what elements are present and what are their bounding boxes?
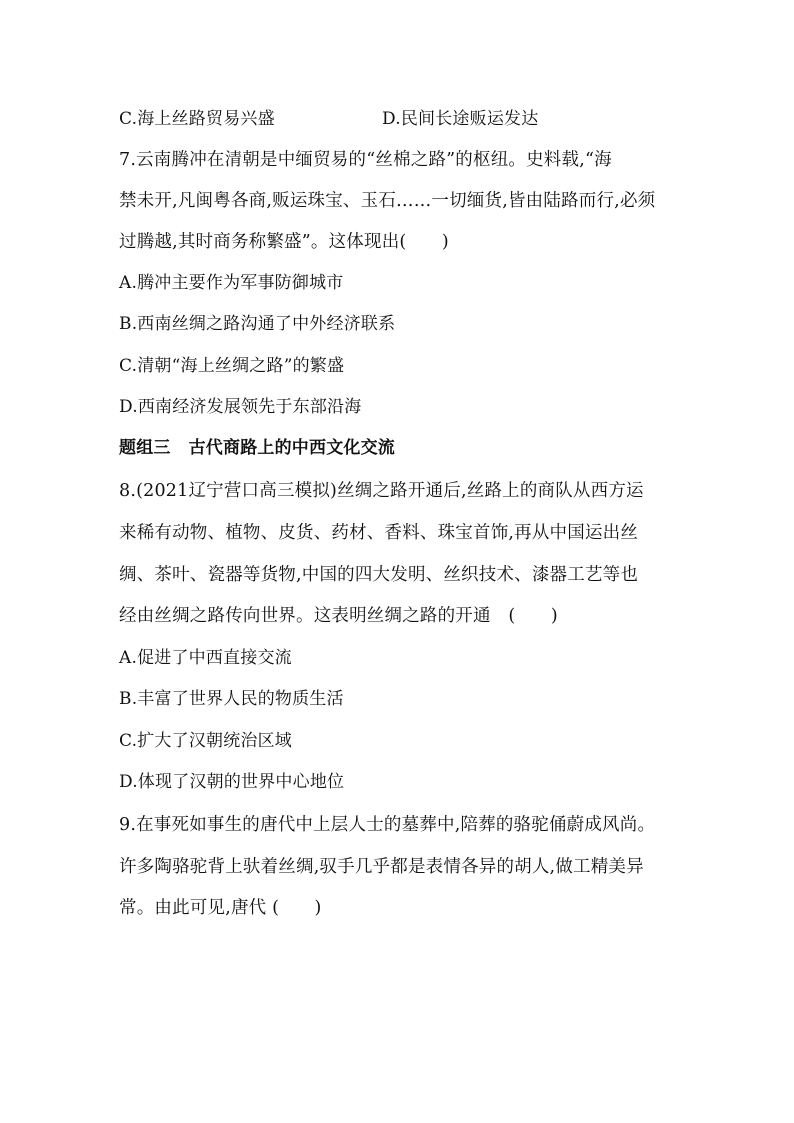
section-title: 古代商路上的中西文化交流 <box>188 438 396 458</box>
q8-option-b: B.丰富了世界人民的物质生活 <box>119 689 344 709</box>
q7-stem-line-2: 禁未开,凡闽粤各商,贩运珠宝、玉石……一切缅货,皆由陆路而行,必须 <box>119 191 656 211</box>
q8-stem-line-3: 绸、茶叶、瓷器等货物,中国的四大发明、丝织技术、漆器工艺等也 <box>119 565 639 585</box>
q6-options-row <box>119 108 539 130</box>
q9-stem-line-1: 9.在事死如事生的唐代中上层人士的墓葬中,陪葬的骆驼俑蔚成风尚。 <box>119 815 656 835</box>
q6-option-d: D.民间长途贩运发达 <box>382 109 539 129</box>
q8-option-a: A.促进了中西直接交流 <box>119 648 292 668</box>
q8-stem-line-1: 8.(2021辽宁营口高三模拟)丝绸之路开通后,丝路上的商队从西方运 <box>119 481 644 501</box>
q7-option-a: A.腾冲主要作为军事防御城市 <box>119 273 344 293</box>
q8-stem-line-2: 来稀有动物、植物、皮货、药材、香料、珠宝首饰,再从中国运出丝 <box>119 523 639 543</box>
q8-stem-line-4: 经由丝绸之路传向世界。这表明丝绸之路的开通 ( ) <box>119 606 558 626</box>
q6-option-c: C.海上丝路贸易兴盛 <box>119 109 275 129</box>
q7-stem-line-3: 过腾越,其时商务称繁盛”。这体现出( ) <box>119 232 449 252</box>
q9-stem-line-3: 常。由此可见,唐代 ( ) <box>119 898 322 918</box>
q8-option-d: D.体现了汉朝的世界中心地位 <box>119 772 345 792</box>
q7-option-d: D.西南经济发展领先于东部沿海 <box>119 397 362 417</box>
section-heading <box>119 437 395 459</box>
q7-option-c: C.清朝“海上丝绸之路”的繁盛 <box>119 356 345 376</box>
q9-stem-line-2: 许多陶骆驼背上驮着丝绸,驭手几乎都是表情各异的胡人,做工精美异 <box>119 857 644 877</box>
q7-option-b: B.西南丝绸之路沟通了中外经济联系 <box>119 314 396 334</box>
q7-stem-line-1: 7.云南腾冲在清朝是中缅贸易的“丝棉之路”的枢纽。史料载,“海 <box>119 150 612 170</box>
q8-option-c: C.扩大了汉朝统治区域 <box>119 731 293 751</box>
section-label: 题组三 <box>119 438 171 458</box>
